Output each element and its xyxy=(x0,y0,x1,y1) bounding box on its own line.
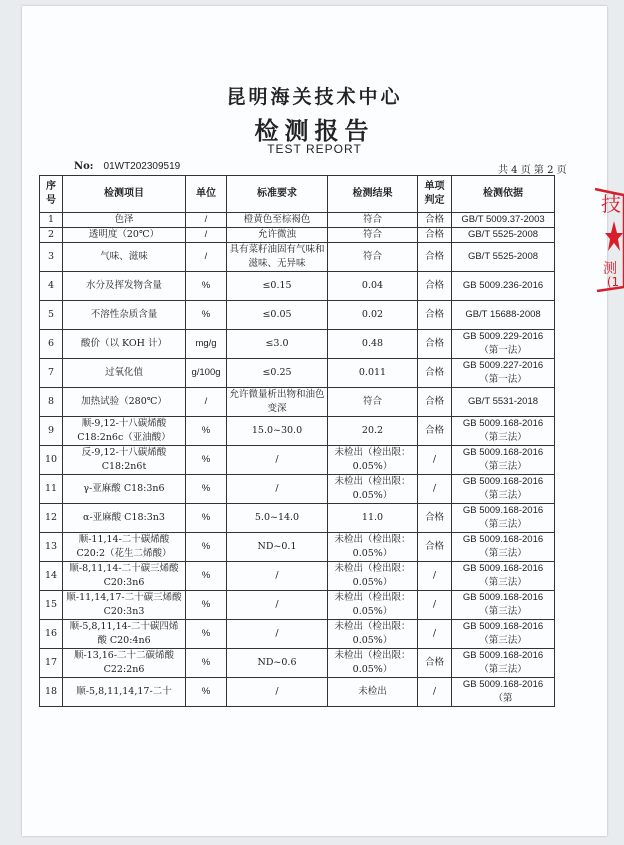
result-cell: 20.2 xyxy=(328,417,418,446)
test-item-cell: 顺-8,11,14-二十碳三烯酸 C20:3n6 xyxy=(63,562,186,591)
method-cell: GB/T 5531-2018 xyxy=(452,388,555,417)
result-cell: 0.04 xyxy=(328,272,418,301)
row-number-cell: 15 xyxy=(40,591,63,620)
unit-cell: % xyxy=(186,272,227,301)
table-row xyxy=(40,417,555,446)
row-number-cell: 14 xyxy=(40,562,63,591)
test-item-cell: 顺-5,8,11,14,17-二十 xyxy=(63,678,186,707)
test-item-cell: 水分及挥发物含量 xyxy=(63,272,186,301)
svg-text:技: 技 xyxy=(601,192,621,216)
svg-text:(1: (1 xyxy=(606,275,620,289)
table-row xyxy=(40,591,555,620)
unit-cell: % xyxy=(186,504,227,533)
test-item-cell: 顺-5,8,11,14-二十碳四烯酸 C20:4n6 xyxy=(63,620,186,649)
result-cell: 0.011 xyxy=(328,359,418,388)
report-title: 检测报告 xyxy=(254,116,375,145)
judgement-cell: 合格 xyxy=(418,359,452,388)
method-cell: GB/T 5009.37-2003 xyxy=(452,213,555,228)
row-number-cell: 17 xyxy=(40,649,63,678)
judgement-cell: / xyxy=(418,678,452,707)
unit-cell: % xyxy=(186,475,227,504)
column-header: 检测依据 xyxy=(452,176,555,213)
judgement-cell: 合格 xyxy=(418,533,452,562)
requirement-cell: ND~0.1 xyxy=(227,533,328,562)
test-item-cell: 色泽 xyxy=(63,213,186,228)
method-cell: GB 5009.168-2016（第三法） xyxy=(452,620,555,649)
result-cell: 符合 xyxy=(328,213,418,228)
result-cell: 11.0 xyxy=(328,504,418,533)
organization-name: 昆明海关技术中心 xyxy=(226,86,403,108)
requirement-cell: 橙黄色至棕褐色 xyxy=(227,213,328,228)
row-number-cell: 10 xyxy=(40,446,63,475)
requirement-cell: / xyxy=(227,620,328,649)
method-cell: GB/T 5525-2008 xyxy=(452,243,555,272)
method-cell: GB/T 5525-2008 xyxy=(452,228,555,243)
table-row xyxy=(40,213,555,228)
result-cell: 未检出（检出限：0.05%） xyxy=(328,562,418,591)
unit-cell: / xyxy=(186,388,227,417)
row-number-cell: 16 xyxy=(40,620,63,649)
test-item-cell: 顺-13,16-二十二碳烯酸 C22:2n6 xyxy=(63,649,186,678)
judgement-cell: 合格 xyxy=(418,213,452,228)
table-row xyxy=(40,620,555,649)
table-header-row xyxy=(40,176,555,213)
row-number-cell: 1 xyxy=(40,213,63,228)
judgement-cell: 合格 xyxy=(418,272,452,301)
requirement-cell: ≤0.05 xyxy=(227,301,328,330)
method-cell: GB 5009.227-2016（第一法） xyxy=(452,359,555,388)
judgement-cell: / xyxy=(418,475,452,504)
table-row xyxy=(40,562,555,591)
row-number-cell: 2 xyxy=(40,228,63,243)
judgement-cell: 合格 xyxy=(418,301,452,330)
unit-cell: % xyxy=(186,562,227,591)
result-cell: 未检出（检出限：0.05%） xyxy=(328,591,418,620)
unit-cell: % xyxy=(186,446,227,475)
page-info: 共 4 页 第 2 页 xyxy=(498,165,567,176)
judgement-cell: 合格 xyxy=(418,504,452,533)
judgement-cell: 合格 xyxy=(418,228,452,243)
result-cell: 符合 xyxy=(328,243,418,272)
table-row xyxy=(40,359,555,388)
requirement-cell: 允许微浊 xyxy=(227,228,328,243)
requirement-cell: / xyxy=(227,562,328,591)
column-header: 标准要求 xyxy=(227,176,328,213)
table-row xyxy=(40,475,555,504)
svg-text:测: 测 xyxy=(603,261,617,277)
judgement-cell: / xyxy=(418,562,452,591)
table-row xyxy=(40,678,555,707)
test-item-cell: 顺-9,12-十八碳烯酸 C18:2n6c（亚油酸） xyxy=(63,417,186,446)
row-number-cell: 13 xyxy=(40,533,63,562)
method-cell: GB 5009.168-2016（第三法） xyxy=(452,417,555,446)
method-cell: GB 5009.168-2016（第三法） xyxy=(452,649,555,678)
table-row xyxy=(40,243,555,272)
unit-cell: % xyxy=(186,649,227,678)
result-cell: 符合 xyxy=(328,228,418,243)
row-number-cell: 3 xyxy=(40,243,63,272)
requirement-cell: ND~0.6 xyxy=(227,649,328,678)
report-number-value: 01WT202309519 xyxy=(103,161,181,172)
method-cell: GB 5009.168-2016（第三法） xyxy=(452,533,555,562)
table-row xyxy=(40,272,555,301)
table-row xyxy=(40,533,555,562)
unit-cell: % xyxy=(186,620,227,649)
column-header: 检测结果 xyxy=(328,176,418,213)
requirement-cell: / xyxy=(227,475,328,504)
test-item-cell: 反-9,12-十八碳烯酸 C18:2n6t xyxy=(63,446,186,475)
row-number-cell: 7 xyxy=(40,359,63,388)
result-cell: 未检出（检出限：0.05%） xyxy=(328,533,418,562)
result-cell: 未检出（检出限：0.05%） xyxy=(328,620,418,649)
column-header: 检测项目 xyxy=(63,176,186,213)
row-number-cell: 11 xyxy=(40,475,63,504)
table-row xyxy=(40,388,555,417)
test-item-cell: 过氧化值 xyxy=(63,359,186,388)
method-cell: GB 5009.168-2016（第三法） xyxy=(452,591,555,620)
unit-cell: / xyxy=(186,228,227,243)
row-number-cell: 12 xyxy=(40,504,63,533)
requirement-cell: 15.0~30.0 xyxy=(227,417,328,446)
method-cell: GB/T 15688-2008 xyxy=(452,301,555,330)
judgement-cell: / xyxy=(418,446,452,475)
column-header: 单位 xyxy=(186,176,227,213)
unit-cell: % xyxy=(186,417,227,446)
method-cell: GB 5009.168-2016（第三法） xyxy=(452,504,555,533)
row-number-cell: 18 xyxy=(40,678,63,707)
report-number xyxy=(74,161,180,172)
requirement-cell: ≤0.25 xyxy=(227,359,328,388)
table-row xyxy=(40,446,555,475)
test-item-cell: 酸价（以 KOH 计） xyxy=(63,330,186,359)
test-item-cell: 透明度（20℃） xyxy=(63,228,186,243)
requirement-cell: ≤0.15 xyxy=(227,272,328,301)
official-stamp xyxy=(593,185,624,295)
test-item-cell: γ-亚麻酸 C18:3n6 xyxy=(63,475,186,504)
report-subtitle: TEST REPORT xyxy=(267,142,362,156)
unit-cell: % xyxy=(186,533,227,562)
requirement-cell: / xyxy=(227,678,328,707)
method-cell: GB 5009.168-2016（第三法） xyxy=(452,475,555,504)
judgement-cell: / xyxy=(418,591,452,620)
result-cell: 未检出（检出限：0.05%） xyxy=(328,475,418,504)
requirement-cell: ≤3.0 xyxy=(227,330,328,359)
requirement-cell: 允许微量析出物和油色变深 xyxy=(227,388,328,417)
unit-cell: % xyxy=(186,301,227,330)
result-cell: 未检出 xyxy=(328,678,418,707)
requirement-cell: 具有菜籽油固有气味和滋味、无异味 xyxy=(227,243,328,272)
requirement-cell: 5.0~14.0 xyxy=(227,504,328,533)
table-row xyxy=(40,301,555,330)
judgement-cell: 合格 xyxy=(418,330,452,359)
test-results-table xyxy=(39,175,555,707)
requirement-cell: / xyxy=(227,591,328,620)
judgement-cell: / xyxy=(418,620,452,649)
unit-cell: % xyxy=(186,591,227,620)
requirement-cell: / xyxy=(227,446,328,475)
unit-cell: % xyxy=(186,678,227,707)
table-row xyxy=(40,330,555,359)
result-cell: 0.48 xyxy=(328,330,418,359)
test-item-cell: 加热试验（280℃） xyxy=(63,388,186,417)
test-item-cell: 顺-11,14,17-二十碳三烯酸 C20:3n3 xyxy=(63,591,186,620)
unit-cell: / xyxy=(186,213,227,228)
table-body xyxy=(40,213,555,707)
table-row xyxy=(40,649,555,678)
table-row xyxy=(40,228,555,243)
table-row xyxy=(40,504,555,533)
result-cell: 0.02 xyxy=(328,301,418,330)
column-header: 序号 xyxy=(40,176,63,213)
row-number-cell: 8 xyxy=(40,388,63,417)
report-number-label: No: xyxy=(74,161,94,172)
method-cell: GB 5009.168-2016（第三法） xyxy=(452,562,555,591)
test-item-cell: α-亚麻酸 C18:3n3 xyxy=(63,504,186,533)
judgement-cell: 合格 xyxy=(418,417,452,446)
method-cell: GB 5009.236-2016 xyxy=(452,272,555,301)
unit-cell: g/100g xyxy=(186,359,227,388)
unit-cell: mg/g xyxy=(186,330,227,359)
row-number-cell: 6 xyxy=(40,330,63,359)
method-cell: GB 5009.168-2016（第 xyxy=(452,678,555,707)
row-number-cell: 5 xyxy=(40,301,63,330)
method-cell: GB 5009.168-2016（第三法） xyxy=(452,446,555,475)
judgement-cell: 合格 xyxy=(418,388,452,417)
result-cell: 未检出（检出限：0.05%） xyxy=(328,649,418,678)
judgement-cell: 合格 xyxy=(418,243,452,272)
result-cell: 未检出（检出限：0.05%） xyxy=(328,446,418,475)
judgement-cell: 合格 xyxy=(418,649,452,678)
row-number-cell: 9 xyxy=(40,417,63,446)
unit-cell: / xyxy=(186,243,227,272)
result-cell: 符合 xyxy=(328,388,418,417)
test-item-cell: 不溶性杂质含量 xyxy=(63,301,186,330)
test-item-cell: 顺-11,14-二十碳烯酸 C20:2（花生二烯酸） xyxy=(63,533,186,562)
method-cell: GB 5009.229-2016（第一法） xyxy=(452,330,555,359)
test-item-cell: 气味、滋味 xyxy=(63,243,186,272)
row-number-cell: 4 xyxy=(40,272,63,301)
column-header: 单项判定 xyxy=(418,176,452,213)
